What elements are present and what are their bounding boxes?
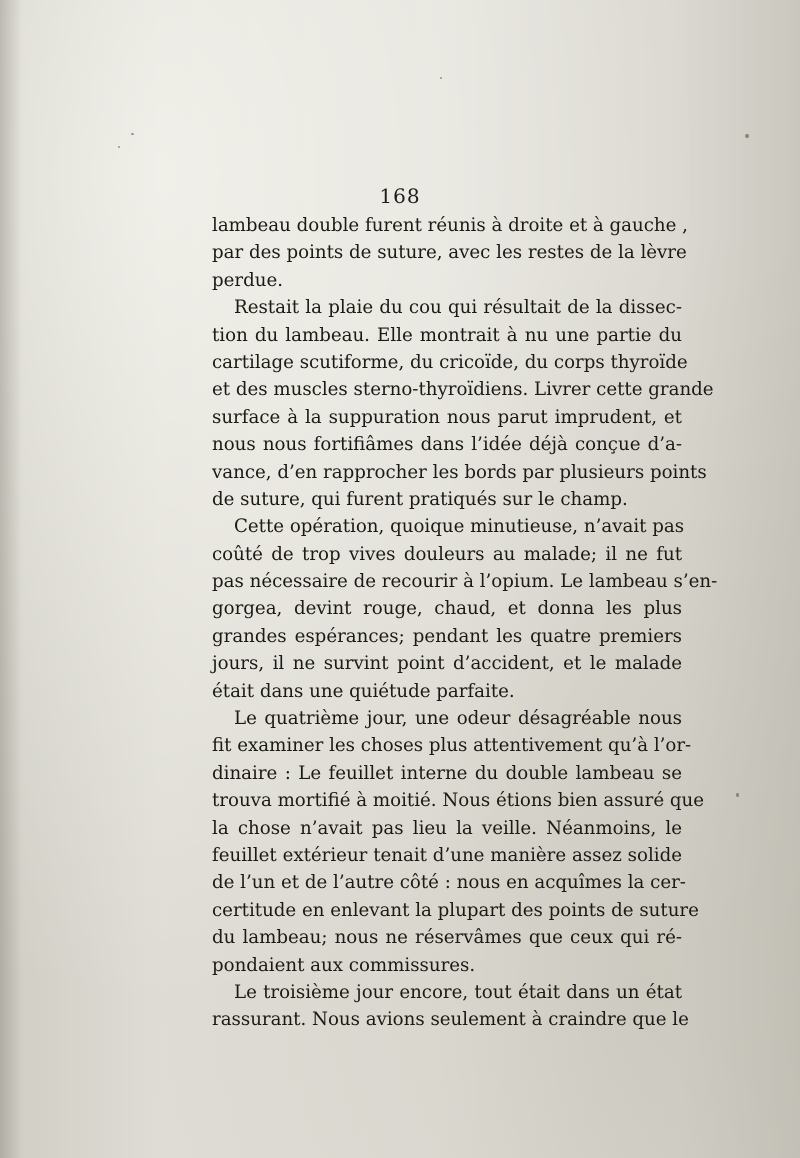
text-line: trouva mortifié à moitié. Nous étions bien assuré que [212,790,705,812]
text-line: de suture, qui furent pratiqués sur le champ. [212,488,628,510]
text-line: par des points de suture, avec les restes de la lèvre [212,242,687,264]
text-line: rassurant. Nous avions seulement à craindre que le [212,1009,689,1031]
text-line: du lambeau; nous ne réservâmes que ceux qui ré- [212,927,682,949]
text-line: vance, d’en rapprocher les bords par plusieurs points [212,461,707,483]
paper-speck [736,793,739,797]
text-line: lambeau double furent réunis à droite et à gauche , [212,215,688,236]
text-line: de l’un et de l’autre côté : nous en acquîmes la cer- [212,872,686,894]
text-line: Le quatrième jour, une odeur désagréable nous [234,708,682,730]
text-line: jours, il ne survint point d’accident, et le malade [212,653,682,675]
text-line: fit examiner les choses plus attentivement qu’à l’or- [212,735,692,757]
text-line: coûté de trop vives douleurs au malade; il ne fut [212,543,682,565]
text-line: tion du lambeau. Elle montrait à nu une partie du [212,324,682,346]
text-line: cartilage scutiforme, du cricoïde, du corps thyroïde [212,351,688,373]
paper-speck [745,134,749,138]
text-line: nous nous fortifiâmes dans l’idée déjà conçue d’a- [212,434,682,456]
text-line: pondaient aux commissures. [212,954,476,976]
text-line: pas nécessaire de recourir à l’opium. Le lambeau s’en- [212,571,718,593]
text-line: était dans une quiétude parfaite. [212,680,515,702]
paper-speck [118,146,120,148]
page-number: 168 [379,184,421,208]
text-line: Cette opération, quoique minutieuse, n’avait pas [234,516,685,538]
text-line: certitude en enlevant la plupart des points de suture [212,899,699,921]
text-line: surface à la suppuration nous parut imprudent, et [212,406,682,428]
text-line: dinaire : Le feuillet interne du double lambeau se [212,762,682,784]
text-line: gorgea, devint rouge, chaud, et donna les plus [212,598,682,620]
text-line: la chose n’avait pas lieu la veille. Néanmoins, le [212,817,682,839]
page-gutter-shadow [0,0,22,1158]
text-line: perdue. [212,269,284,291]
text-line: Restait la plaie du cou qui résultait de la dissec- [234,297,682,319]
text-line: Le troisième jour encore, tout était dans un état [234,981,682,1003]
paper-speck [440,77,442,79]
text-line: feuillet extérieur tenait d’une manière assez solide [212,844,682,866]
text-line: et des muscles sterno-thyroïdiens. Livrer cette grande [212,379,714,401]
text-line: grandes espérances; pendant les quatre premiers [212,625,682,647]
paper-speck [131,133,134,135]
body-text [212,212,718,1034]
